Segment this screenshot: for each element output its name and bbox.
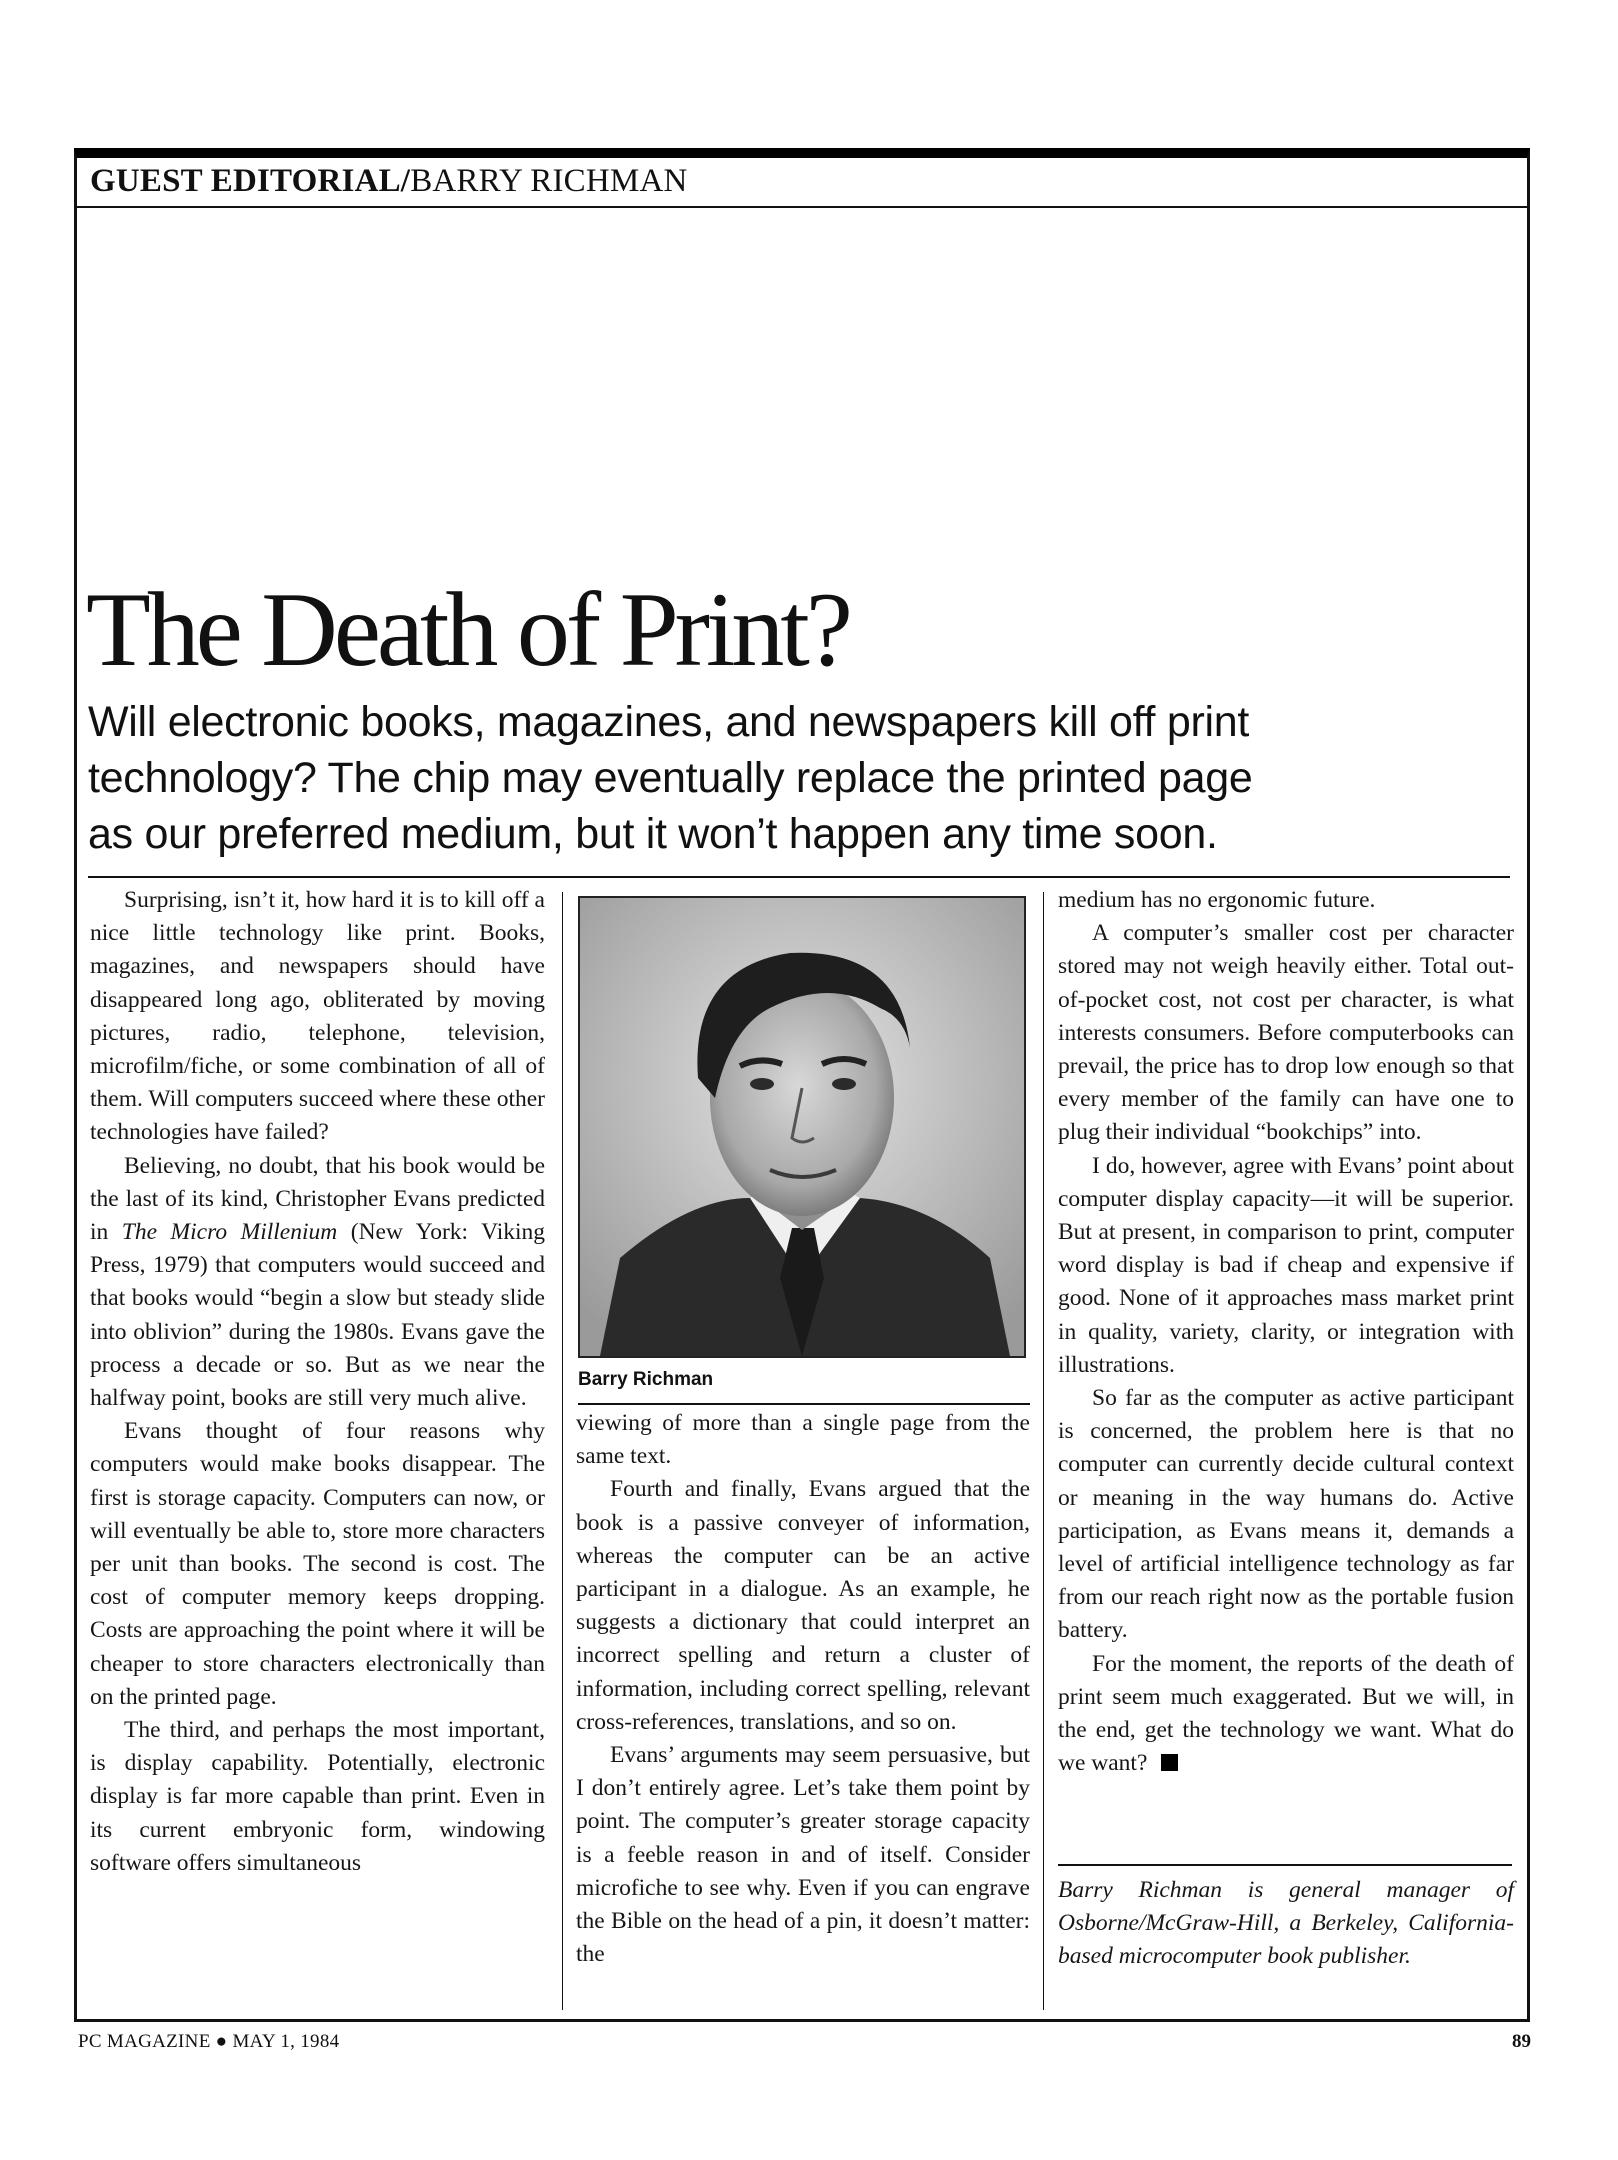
- paragraph: Evans’ arguments may seem persuasive, but I don’t entirely agree. Let’s take them point by point. The computer’s greater storage capacity is a feeble reason in and of itself. Consider microfiche to see why. Even if you can engrave the Bible on the head of a pin, it doesn’t matter: the: [576, 1742, 1030, 1968]
- section-label-author: BARRY RICHMAN: [410, 163, 688, 199]
- paragraph: I do, however, agree with Evans’ point about computer display capacity—it will be superior. But at present, in comparison to print, computer word display is bad if cheap and expensive if good. None of it approaches mass market print in quality, variety, clarity, or integration with illustrations.: [1058, 1152, 1514, 1378]
- bio-rule: [1058, 1864, 1512, 1866]
- paragraph: [90, 1150, 545, 1416]
- photo-caption: Barry Richman: [578, 1369, 714, 1390]
- headline: The Death of Print?: [86, 571, 849, 688]
- paragraph-rest: (New York: Viking Press, 1979) that computers would succeed and that books would “begin a slow but steady slide into oblivion” during the 1980s. Evans gave the process a decade or so. But as we near the halfway point, books are still very much alive.: [90, 1219, 546, 1412]
- paragraph: medium has no ergonomic future.: [1058, 887, 1376, 913]
- paragraph: So far as the computer as active participant is concerned, the problem here is that no computer can currently decide cultural context or meaning in the way humans do. Active participation, as Evans means it, demands a level of artificial intelligence technology as far from our reach right now as the portable fusion battery.: [1058, 1385, 1514, 1644]
- section-label-bold: GUEST EDITORIAL/: [90, 163, 411, 199]
- column-divider: [562, 892, 563, 2010]
- portrait-image: [580, 898, 1024, 1356]
- paragraph: [1058, 1648, 1514, 1781]
- footer-publication: PC MAGAZINE ● MAY 1, 1984: [78, 2031, 340, 2052]
- author-bio: Barry Richman is general manager of Osborne/McGraw-Hill, a Berkeley, California-based microcomputer book publisher.: [1058, 1877, 1514, 1969]
- book-title: The Micro Millenium: [121, 1219, 338, 1246]
- paragraph: The third, and perhaps the most important, is display capability. Potentially, electronic display is far more capable than print. Even in its current embryonic form, windowing software offers simultaneous: [90, 1717, 545, 1876]
- section-label: [90, 160, 688, 202]
- section-header: [74, 156, 1530, 208]
- paragraph: Fourth and finally, Evans argued that the book is a passive conveyer of information, whereas the computer can be an active participant in a dialogue. As an example, he suggests a dictionary that could interpret an incorrect spelling and return a cluster of information, including correct spelling, relevant cross-references, translations, and so on.: [576, 1476, 1030, 1735]
- column-divider: [1043, 892, 1044, 2010]
- caption-rule: [578, 1403, 1030, 1405]
- author-photo: [578, 896, 1026, 1358]
- deck-line: technology? The chip may eventually replace the printed page: [88, 754, 1253, 802]
- paragraph-start: Believing, no doubt, that his book would be the last of its kind, Christopher Evans predicted in: [90, 1152, 545, 1246]
- column-3: [1058, 884, 1514, 1780]
- paragraph: Evans thought of four reasons why computers would make books disappear. The first is storage capacity. Computers can now, or will eventually be able to, store more characters per unit than books. The second is cost. The cost of computer memory keeps dropping. Costs are approaching the point where it will be cheaper to store characters electronically than on the printed page.: [90, 1418, 545, 1710]
- end-mark-icon: [1161, 1754, 1178, 1771]
- deck-line: Will electronic books, magazines, and newspapers kill off print: [88, 698, 1249, 746]
- deck-line: as our preferred medium, but it won’t happen any time soon.: [88, 810, 1218, 858]
- page-number: 89: [1512, 2031, 1531, 2052]
- deck-rule: [88, 876, 1510, 878]
- paragraph: A computer’s smaller cost per character stored may not weigh heavily either. Total out-of-pocket cost, not cost per character, is what interests consumers. Before computerbooks can prevail, the price has to drop low enough so that every member of the family can have one to plug their individual “bookchips” into.: [1058, 920, 1514, 1146]
- column-1: [90, 884, 545, 1880]
- deck: [88, 694, 1528, 862]
- final-paragraph-text: For the moment, the reports of the death of print seem much exaggerated. But we will, in the end, get the technology we want. What do we want?: [1058, 1650, 1514, 1777]
- paragraph: viewing of more than a single page from the same text.: [576, 1410, 1030, 1470]
- column-2: [576, 1407, 1030, 1971]
- paragraph: Surprising, isn’t it, how hard it is to kill off a nice little technology like print. Books, magazines, and newspapers should have disappeared long ago, obliterated by moving pictures, radio, telephone, television, microfilm/fiche, or some combination of all of them. Will computers succeed where these other technologies have failed?: [90, 887, 545, 1146]
